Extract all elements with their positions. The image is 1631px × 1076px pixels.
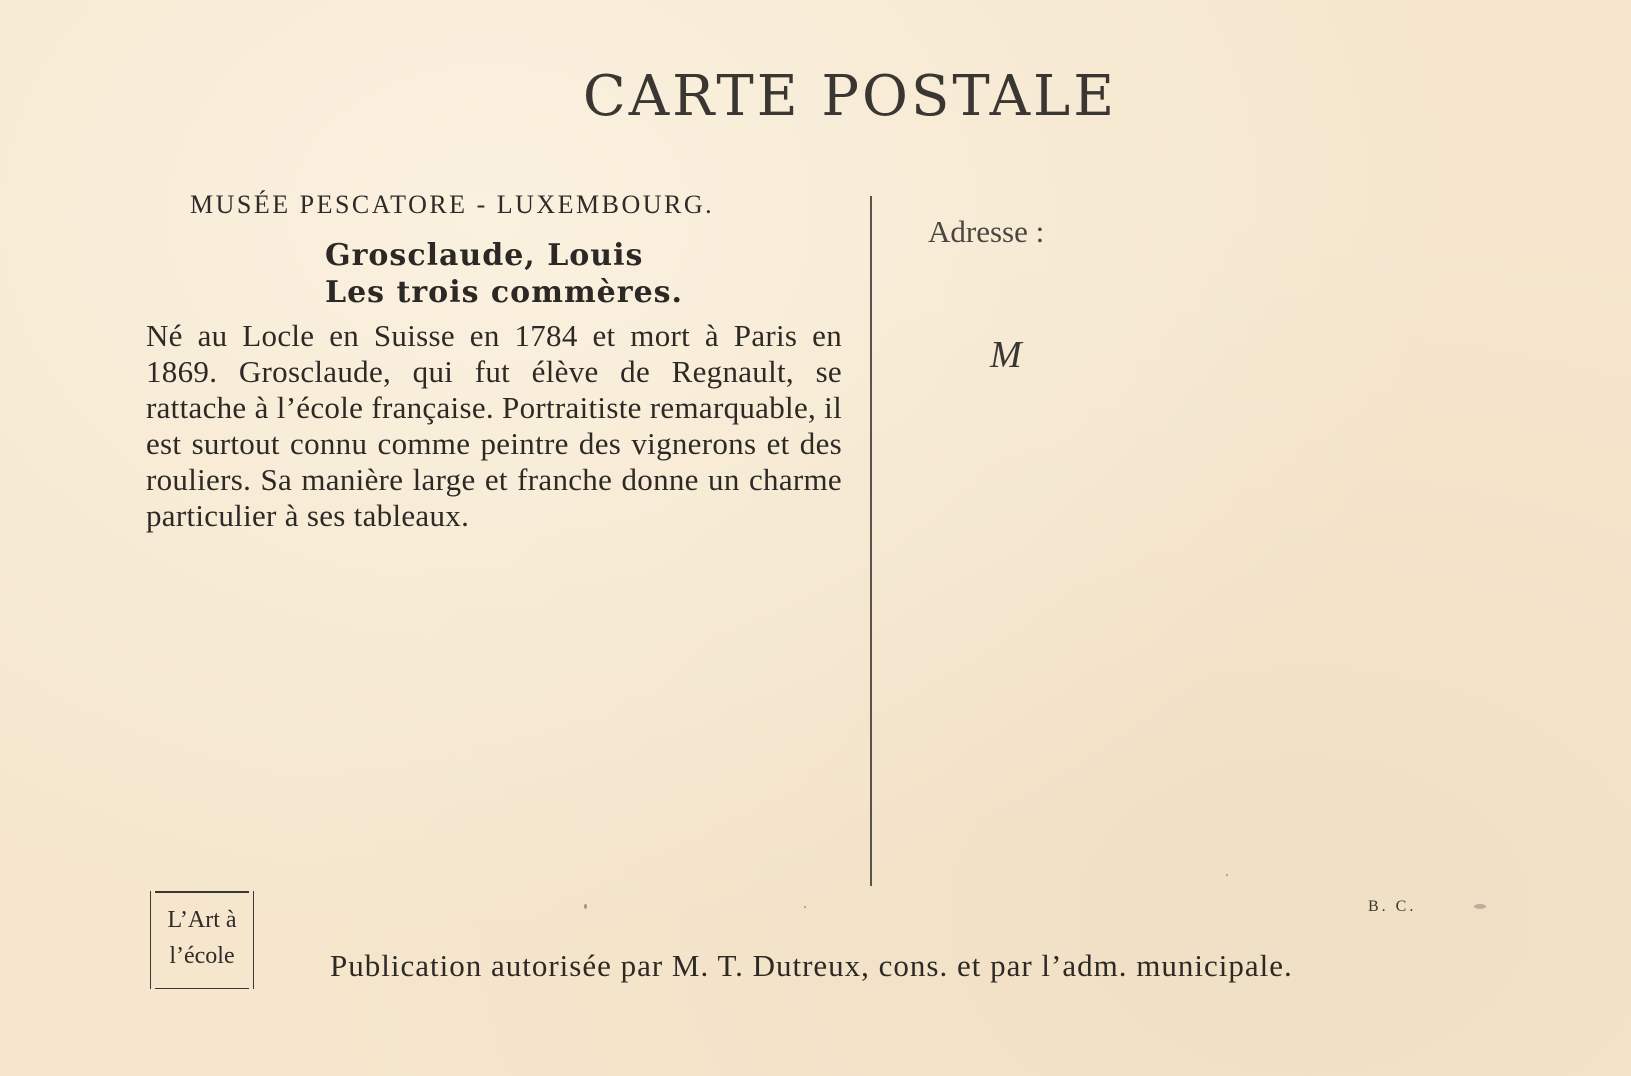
- printer-initials: B. C.: [1368, 898, 1417, 915]
- paper-speck: [584, 904, 587, 909]
- address-recipient-prefix: M: [990, 334, 1022, 376]
- publisher-badge: [150, 891, 254, 989]
- paper-speck: [1226, 874, 1228, 876]
- artist-biography: Né au Locle en Suisse en 1784 et mort à Paris en 1869. Grosclaude, qui fut élève de Regnault, se rattache à l’école française. Portraitiste remarquable, il est surtout connu comme peintre des vignerons et des rouliers. Sa manière large et franche donne un charme particulier à ses tableaux.: [146, 318, 842, 533]
- badge-line-2: l’école: [169, 943, 235, 969]
- artist-name: Grosclaude, Louis: [325, 238, 644, 273]
- publication-notice: Publication autorisée par M. T. Dutreux, cons. et par l’adm. municipale.: [330, 948, 1293, 983]
- address-label: Adresse :: [928, 214, 1045, 249]
- artwork-title: Les trois commères.: [325, 275, 683, 310]
- postcard-title: CARTE POSTALE: [582, 64, 1118, 129]
- paper-speck: [804, 906, 806, 908]
- vertical-divider: [870, 196, 872, 886]
- museum-name: MUSÉE PESCATORE - LUXEMBOURG.: [190, 190, 715, 219]
- paper-speck: [1474, 904, 1486, 909]
- badge-line-1: L’Art à: [167, 907, 237, 933]
